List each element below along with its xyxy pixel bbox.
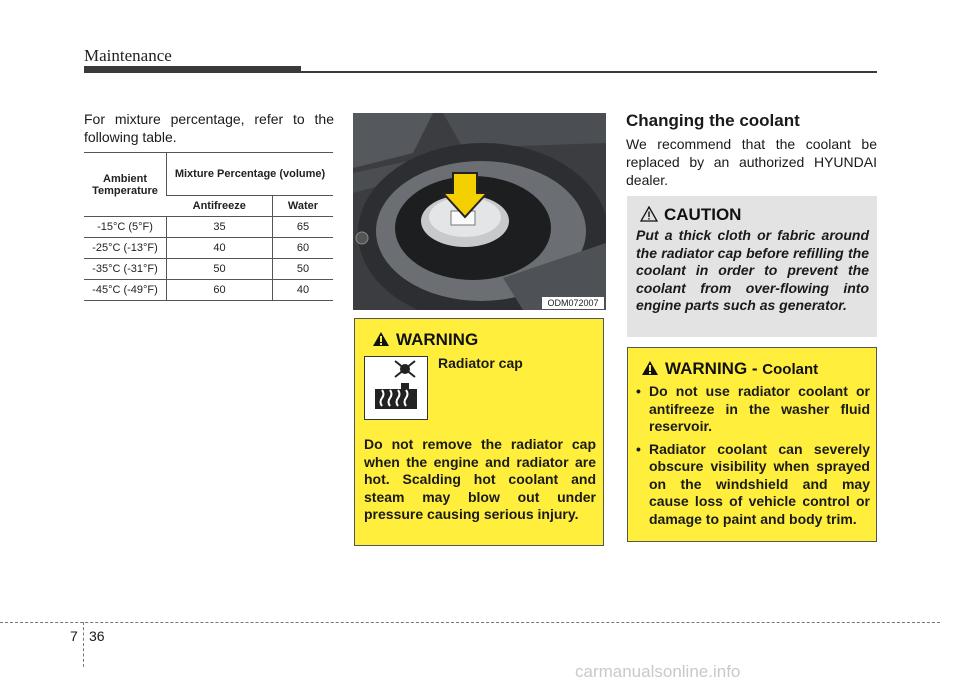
warning-coolant-title bbox=[641, 359, 818, 379]
mixture-table bbox=[84, 152, 333, 301]
radiator-steam-icon bbox=[365, 357, 427, 419]
col-mixture-percentage: Mixture Percentage (volume) bbox=[167, 153, 334, 196]
table-row bbox=[84, 238, 333, 259]
warning-subtitle: Radiator cap bbox=[438, 355, 523, 371]
cell-temperature: -45°C (-49°F) bbox=[84, 280, 167, 301]
changing-coolant-text: We recommend that the coolant be replaced by an authorized HYUNDAI dealer. bbox=[626, 136, 877, 188]
hot-radiator-icon bbox=[364, 356, 428, 420]
cell-temperature: -35°C (-31°F) bbox=[84, 259, 167, 280]
caution-box bbox=[627, 196, 877, 337]
warning-coolant-title-suffix: Coolant bbox=[762, 361, 819, 378]
watermark: carmanualsonline.info bbox=[575, 662, 741, 681]
warning-title-text: WARNING bbox=[396, 330, 479, 349]
warning-box-coolant bbox=[627, 347, 877, 542]
warning-title bbox=[372, 330, 478, 350]
photo-caption: ODM072007 bbox=[542, 297, 604, 309]
table-row bbox=[84, 259, 333, 280]
warning-triangle-icon bbox=[641, 360, 659, 376]
warning-coolant-title-text: WARNING - bbox=[665, 359, 758, 378]
radiator-cap-photo bbox=[353, 113, 606, 310]
col-ambient-temperature: Ambient Temperature bbox=[84, 153, 167, 217]
list-item: • Radiator coolant can severely obscure visibility when sprayed on the windshield and may cause loss of vehicle control or damage to paint and body trim. bbox=[636, 441, 870, 529]
cell-antifreeze: 50 bbox=[167, 259, 273, 280]
changing-coolant-heading: Changing the coolant bbox=[626, 111, 800, 130]
cell-water: 40 bbox=[272, 280, 333, 301]
cell-water: 65 bbox=[272, 217, 333, 238]
footer-vertical-divider bbox=[83, 622, 84, 667]
intro-text: For mixture percentage, refer to the following table. bbox=[84, 111, 334, 145]
caution-body: Put a thick cloth or fabric around the radiator cap before refilling the coolant in order to prevent the coolant from over-flowing into engine parts such as generator. bbox=[636, 227, 869, 313]
footer-divider bbox=[0, 622, 940, 623]
warning-coolant-list bbox=[636, 383, 870, 533]
cell-temperature: -15°C (5°F) bbox=[84, 217, 167, 238]
list-item: • Do not use radiator coolant or antifreeze in the washer fluid reservoir. bbox=[636, 383, 870, 436]
caution-title bbox=[640, 205, 741, 225]
cell-antifreeze: 35 bbox=[167, 217, 273, 238]
caution-triangle-icon bbox=[640, 206, 658, 222]
col-water: Water bbox=[272, 196, 333, 217]
table-row bbox=[84, 280, 333, 301]
header-rule bbox=[84, 71, 877, 73]
cell-water: 50 bbox=[272, 259, 333, 280]
col-antifreeze: Antifreeze bbox=[167, 196, 273, 217]
section-title: Maintenance bbox=[84, 46, 172, 65]
cell-water: 60 bbox=[272, 238, 333, 259]
warning-body: Do not remove the radiator cap when the engine and radiator are hot. Scalding hot coolant and steam may blow out under pressure causing serious injury. bbox=[364, 436, 596, 522]
caution-title-text: CAUTION bbox=[664, 205, 742, 224]
warning-triangle-icon bbox=[372, 331, 390, 347]
radiator-cap-illustration bbox=[353, 113, 606, 310]
cell-antifreeze: 40 bbox=[167, 238, 273, 259]
page-number: 36 bbox=[89, 628, 105, 644]
cell-antifreeze: 60 bbox=[167, 280, 273, 301]
table-row bbox=[84, 217, 333, 238]
chapter-number: 7 bbox=[70, 628, 78, 644]
warning-box-radiator-cap bbox=[354, 318, 604, 546]
cell-temperature: -25°C (-13°F) bbox=[84, 238, 167, 259]
